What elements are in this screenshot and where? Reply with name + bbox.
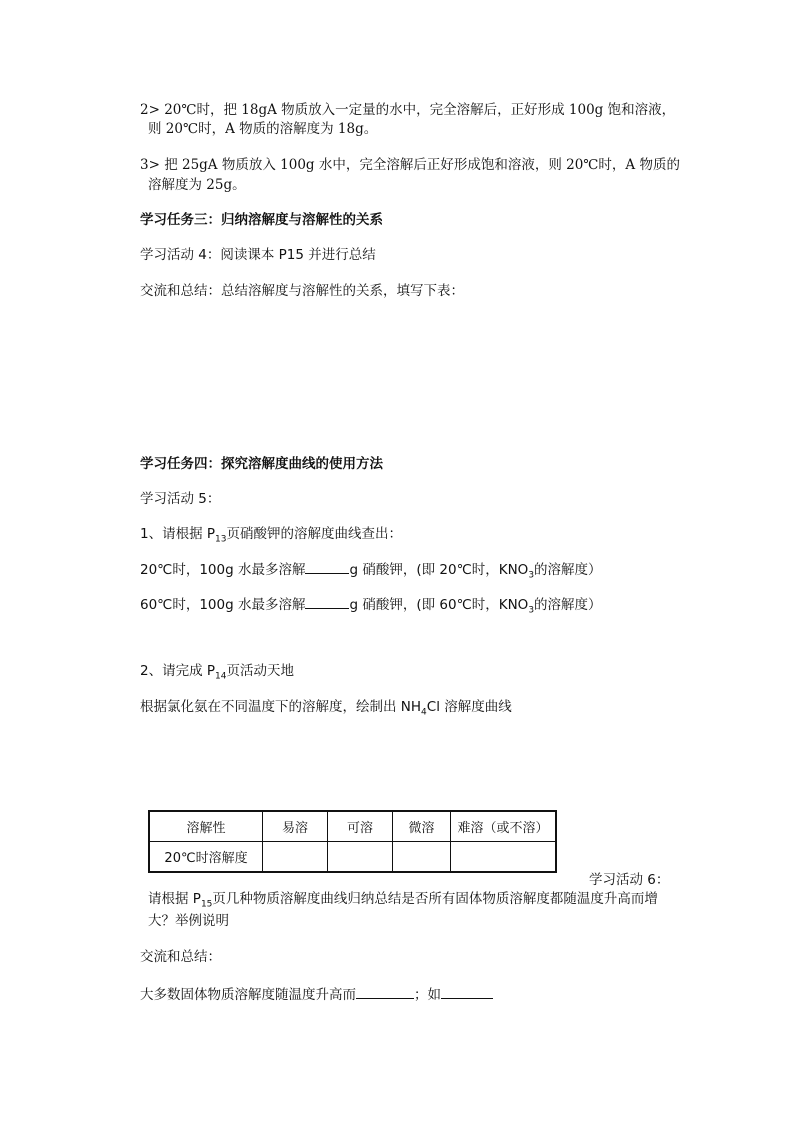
table-header-row xyxy=(149,811,556,842)
header-cell-insoluble: 难溶（或不溶） xyxy=(451,811,557,842)
activity-5-label: 学习活动 5： xyxy=(140,491,221,507)
blank-20c-grams[interactable] xyxy=(305,559,349,574)
blank-example[interactable] xyxy=(441,984,493,999)
item-2-line-2: 则 20℃时，A 物质的溶解度为 18g。 xyxy=(148,121,378,137)
activity-6-question-line-2: 大？举例说明 xyxy=(148,913,229,929)
row-label-20c-solubility: 20℃时溶解度 xyxy=(149,842,263,873)
cell-soluble-value[interactable] xyxy=(328,842,393,873)
line-60c-kno3: 60℃时，100g 水最多溶解 g 硝酸钾，(即 60℃时，$KNO_3$的溶解度） xyxy=(140,594,602,614)
task-3-summary: 交流和总结：总结溶解度与溶解性的关系，填写下表： xyxy=(140,283,464,299)
table-row xyxy=(149,842,556,873)
item-3-line-2: 溶解度为 25g。 xyxy=(148,177,246,193)
task-4-heading: 学习任务四：探究溶解度曲线的使用方法 xyxy=(140,456,383,472)
activity-4-text: 学习活动 4：阅读课本 P15 并进行总结 xyxy=(140,247,376,263)
cell-very-soluble-value[interactable] xyxy=(263,842,328,873)
final-statement: 大多数固体物质溶解度随温度升高而 ；如 xyxy=(140,984,493,1004)
solubility-table xyxy=(148,810,557,873)
task-3-heading: 学习任务三：归纳溶解度与溶解性的关系 xyxy=(140,212,383,228)
blank-60c-grams[interactable] xyxy=(305,594,349,609)
question-2-instruction: 根据氯化氨在不同温度下的溶解度，绘制出 $NH_4Cl$ 溶解度曲线 xyxy=(140,699,512,718)
activity-6-question-line-1: 请根据 $P_{15}$页几种物质溶解度曲线归纳总结是否所有固体物质溶解度都随温度升高而增 xyxy=(148,891,658,910)
header-cell-solubility: 溶解性 xyxy=(149,811,263,842)
item-2-line-1: 2> 20℃时，把 18gA 物质放入一定量的水中，完全溶解后，正好形成 100g 饱和溶液， xyxy=(140,102,676,118)
activity-6-label: 学习活动 6： xyxy=(589,872,670,888)
activity-6-summary-label: 交流和总结： xyxy=(140,949,221,965)
cell-insoluble-value[interactable] xyxy=(451,842,557,873)
cell-slightly-soluble-value[interactable] xyxy=(393,842,451,873)
question-2: 2、请完成 $P_{14}$页活动天地 xyxy=(140,663,294,682)
header-cell-soluble: 可溶 xyxy=(328,811,393,842)
header-cell-slightly-soluble: 微溶 xyxy=(393,811,451,842)
line-20c-kno3: 20℃时，100g 水最多溶解 g 硝酸钾，(即 20℃时，$KNO_3$的溶解度） xyxy=(140,559,602,579)
header-cell-very-soluble: 易溶 xyxy=(263,811,328,842)
question-1: 1、请根据 $P_{13}$页硝酸钾的溶解度曲线查出： xyxy=(140,526,402,545)
blank-trend[interactable] xyxy=(356,984,414,999)
item-3-line-1: 3> 把 25gA 物质放入 100g 水中，完全溶解后正好形成饱和溶液，则 20℃时，A 物质的 xyxy=(140,157,680,173)
